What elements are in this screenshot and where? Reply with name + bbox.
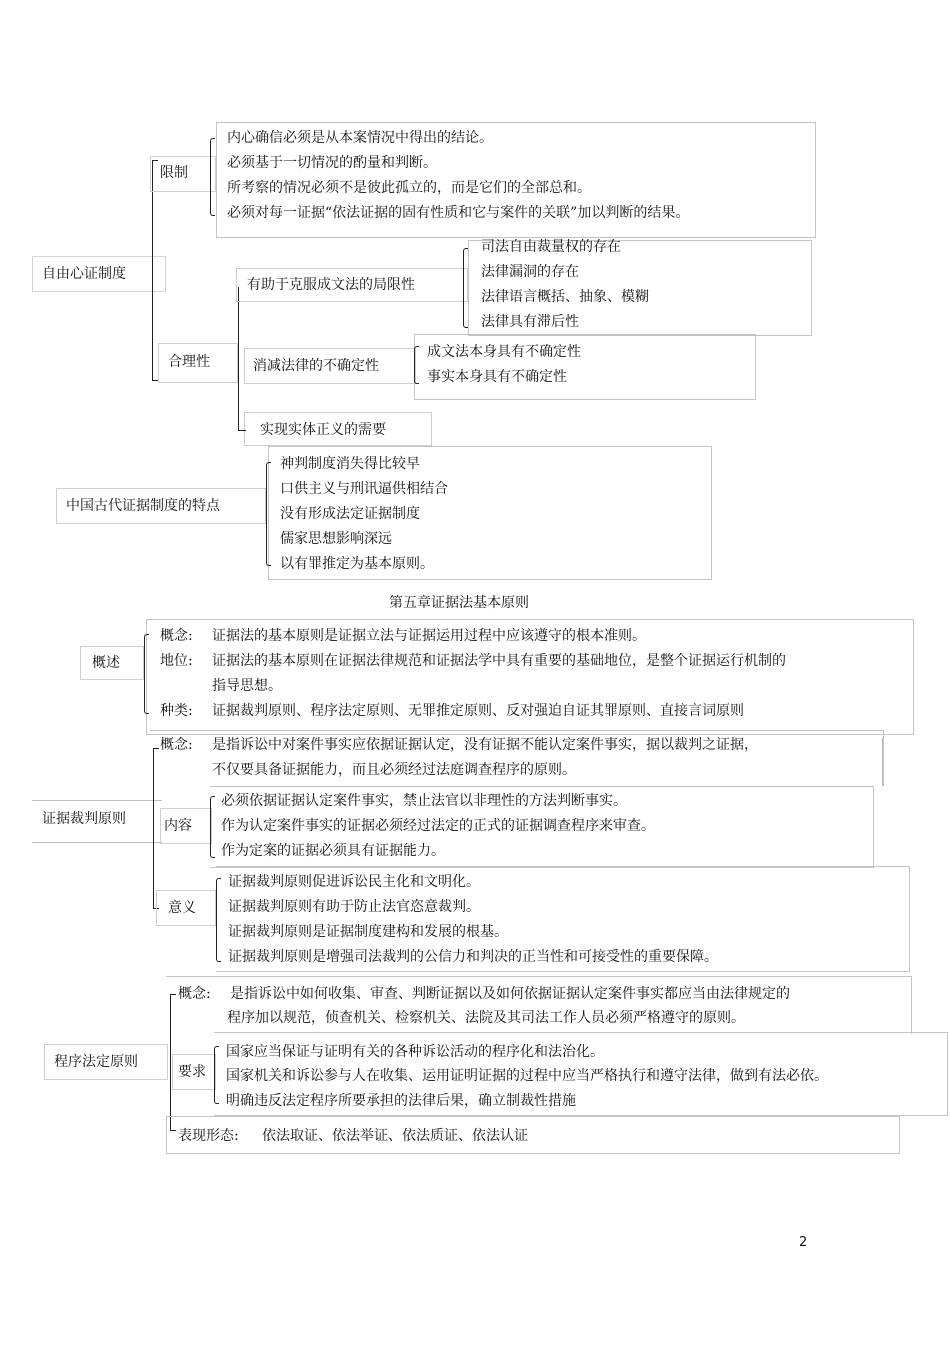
meaning-item: 证据裁判原则是增强司法裁判的公信力和判决的正当性和可接受性的重要保障。 [228,949,718,965]
ancient-root-node: 中国古代证据制度的特点 [66,498,220,514]
limit-item: 内心确信必须是从本案情况中得出的结论。 [227,130,493,146]
meaning-item: 证据裁判原则有助于防止法官恣意裁判。 [228,899,480,915]
overview-key-status: 地位: [160,653,193,669]
meaning-item: 证据裁判原则是证据制度建构和发展的根基。 [228,924,508,940]
requirement-item: 国家应当保证与证明有关的各种诉讼活动的程序化和法治化。 [226,1044,604,1060]
overview-key-types: 种类: [160,703,193,719]
limit-item: 必须基于一切情况的酌量和判断。 [227,155,437,171]
form-key: 表现形态: [178,1128,239,1144]
content-item: 必须依据证据认定案件事实，禁止法官以非理性的方法判断事实。 [221,793,627,809]
ancient-brace [266,462,271,566]
reduce-node: 消减法律的不确定性 [253,358,379,374]
evidence-concept-text: 是指诉讼中对案件事实应依据证据认定，没有证据不能认定案件事实，据以裁判之证据， [212,737,758,753]
content-item: 作为定案的证据必须具有证据能力。 [221,843,445,859]
requirement-node: 要求 [178,1064,206,1080]
overview-status-text: 证据法的基本原则在证据法律规范和证据法学中具有重要的基础地位，是整个证据运行机制的 [212,653,786,669]
evidence-concept-key: 概念: [160,737,193,753]
requirement-brace [214,1046,219,1104]
overcome-item: 法律语言概括、抽象、模糊 [481,289,649,305]
reduce-item: 事实本身具有不确定性 [427,369,567,385]
overcome-item: 司法自由裁量权的存在 [481,239,621,255]
root-node-free-evaluation: 自由心证制度 [42,266,126,282]
overview-key-concept: 概念: [160,628,193,644]
meaning-item: 证据裁判原则促进诉讼民主化和文明化。 [228,874,480,890]
requirement-item: 明确违反法定程序所要承担的法律后果，确立制裁性措施 [226,1093,576,1109]
limit-node: 限制 [160,165,188,181]
ancient-item: 儒家思想影响深远 [280,531,392,547]
meaning-node: 意义 [168,900,196,916]
overcome-node: 有助于克服成文法的局限性 [247,277,415,293]
content-node: 内容 [164,818,192,834]
requirement-item: 国家机关和诉讼参与人在收集、运用证明证据的过程中应当严格执行和遵守法律，做到有法必依。 [226,1068,828,1084]
reduce-item: 成文法本身具有不确定性 [427,344,581,360]
chapter-title: 第五章证据法基本原则 [389,595,529,611]
procedure-principle-node: 程序法定原则 [54,1054,138,1070]
overcome-brace [463,248,468,328]
procedure-concept-key: 概念: [178,986,211,1002]
ancient-item: 没有形成法定证据制度 [280,506,420,522]
ancient-item: 以有罪推定为基本原则。 [280,556,434,572]
reduce-brace [414,346,419,384]
reason-connector [238,287,239,430]
content-item: 作为认定案件事实的证据必须经过法定的正式的证据调查程序来审查。 [221,818,655,834]
page-number: 2 [799,1235,808,1250]
procedure-concept-text-cont: 程序加以规范，侦查机关、检察机关、法院及其司法工作人员必须严格遵守的原则。 [227,1010,745,1026]
ancient-item: 神判制度消失得比较早 [280,456,420,472]
limit-brace [210,138,215,216]
procedure-concept-text: 是指诉讼中如何收集、审查、判断证据以及如何依据证据认定案件事实都应当由法律规定的 [230,986,790,1002]
meaning-brace [216,878,221,962]
limit-item: 所考察的情况必须不是彼此孤立的，而是它们的全部总和。 [227,180,591,196]
overview-brace [144,634,149,714]
evidence-concept-text-cont: 不仅要具备证据能力，而且必须经过法庭调查程序的原则。 [212,762,576,778]
ancient-item: 口供主义与刑讯逼供相结合 [280,481,448,497]
justice-node: 实现实体正义的需要 [260,422,386,438]
overview-node: 概述 [92,655,120,671]
overcome-item: 法律漏洞的存在 [481,264,579,280]
form-value: 依法取证、依法举证、依法质证、依法认证 [262,1128,528,1144]
overview-concept-text: 证据法的基本原则是证据立法与证据运用过程中应该遵守的根本准则。 [212,628,646,644]
limit-item: 必须对每一证据“依法证据的固有性质和它与案件的关联”加以判断的结果。 [227,205,690,221]
overcome-item: 法律具有滞后性 [481,314,579,330]
content-brace [210,796,215,858]
overview-status-text-cont: 指导思想。 [212,678,282,694]
root-connector [152,160,153,380]
evidence-principle-node: 证据裁判原则 [42,811,126,827]
overview-types-text: 证据裁判原则、程序法定原则、无罪推定原则、反对强迫自证其罪原则、直接言词原则 [212,703,744,719]
reason-node: 合理性 [168,354,210,370]
